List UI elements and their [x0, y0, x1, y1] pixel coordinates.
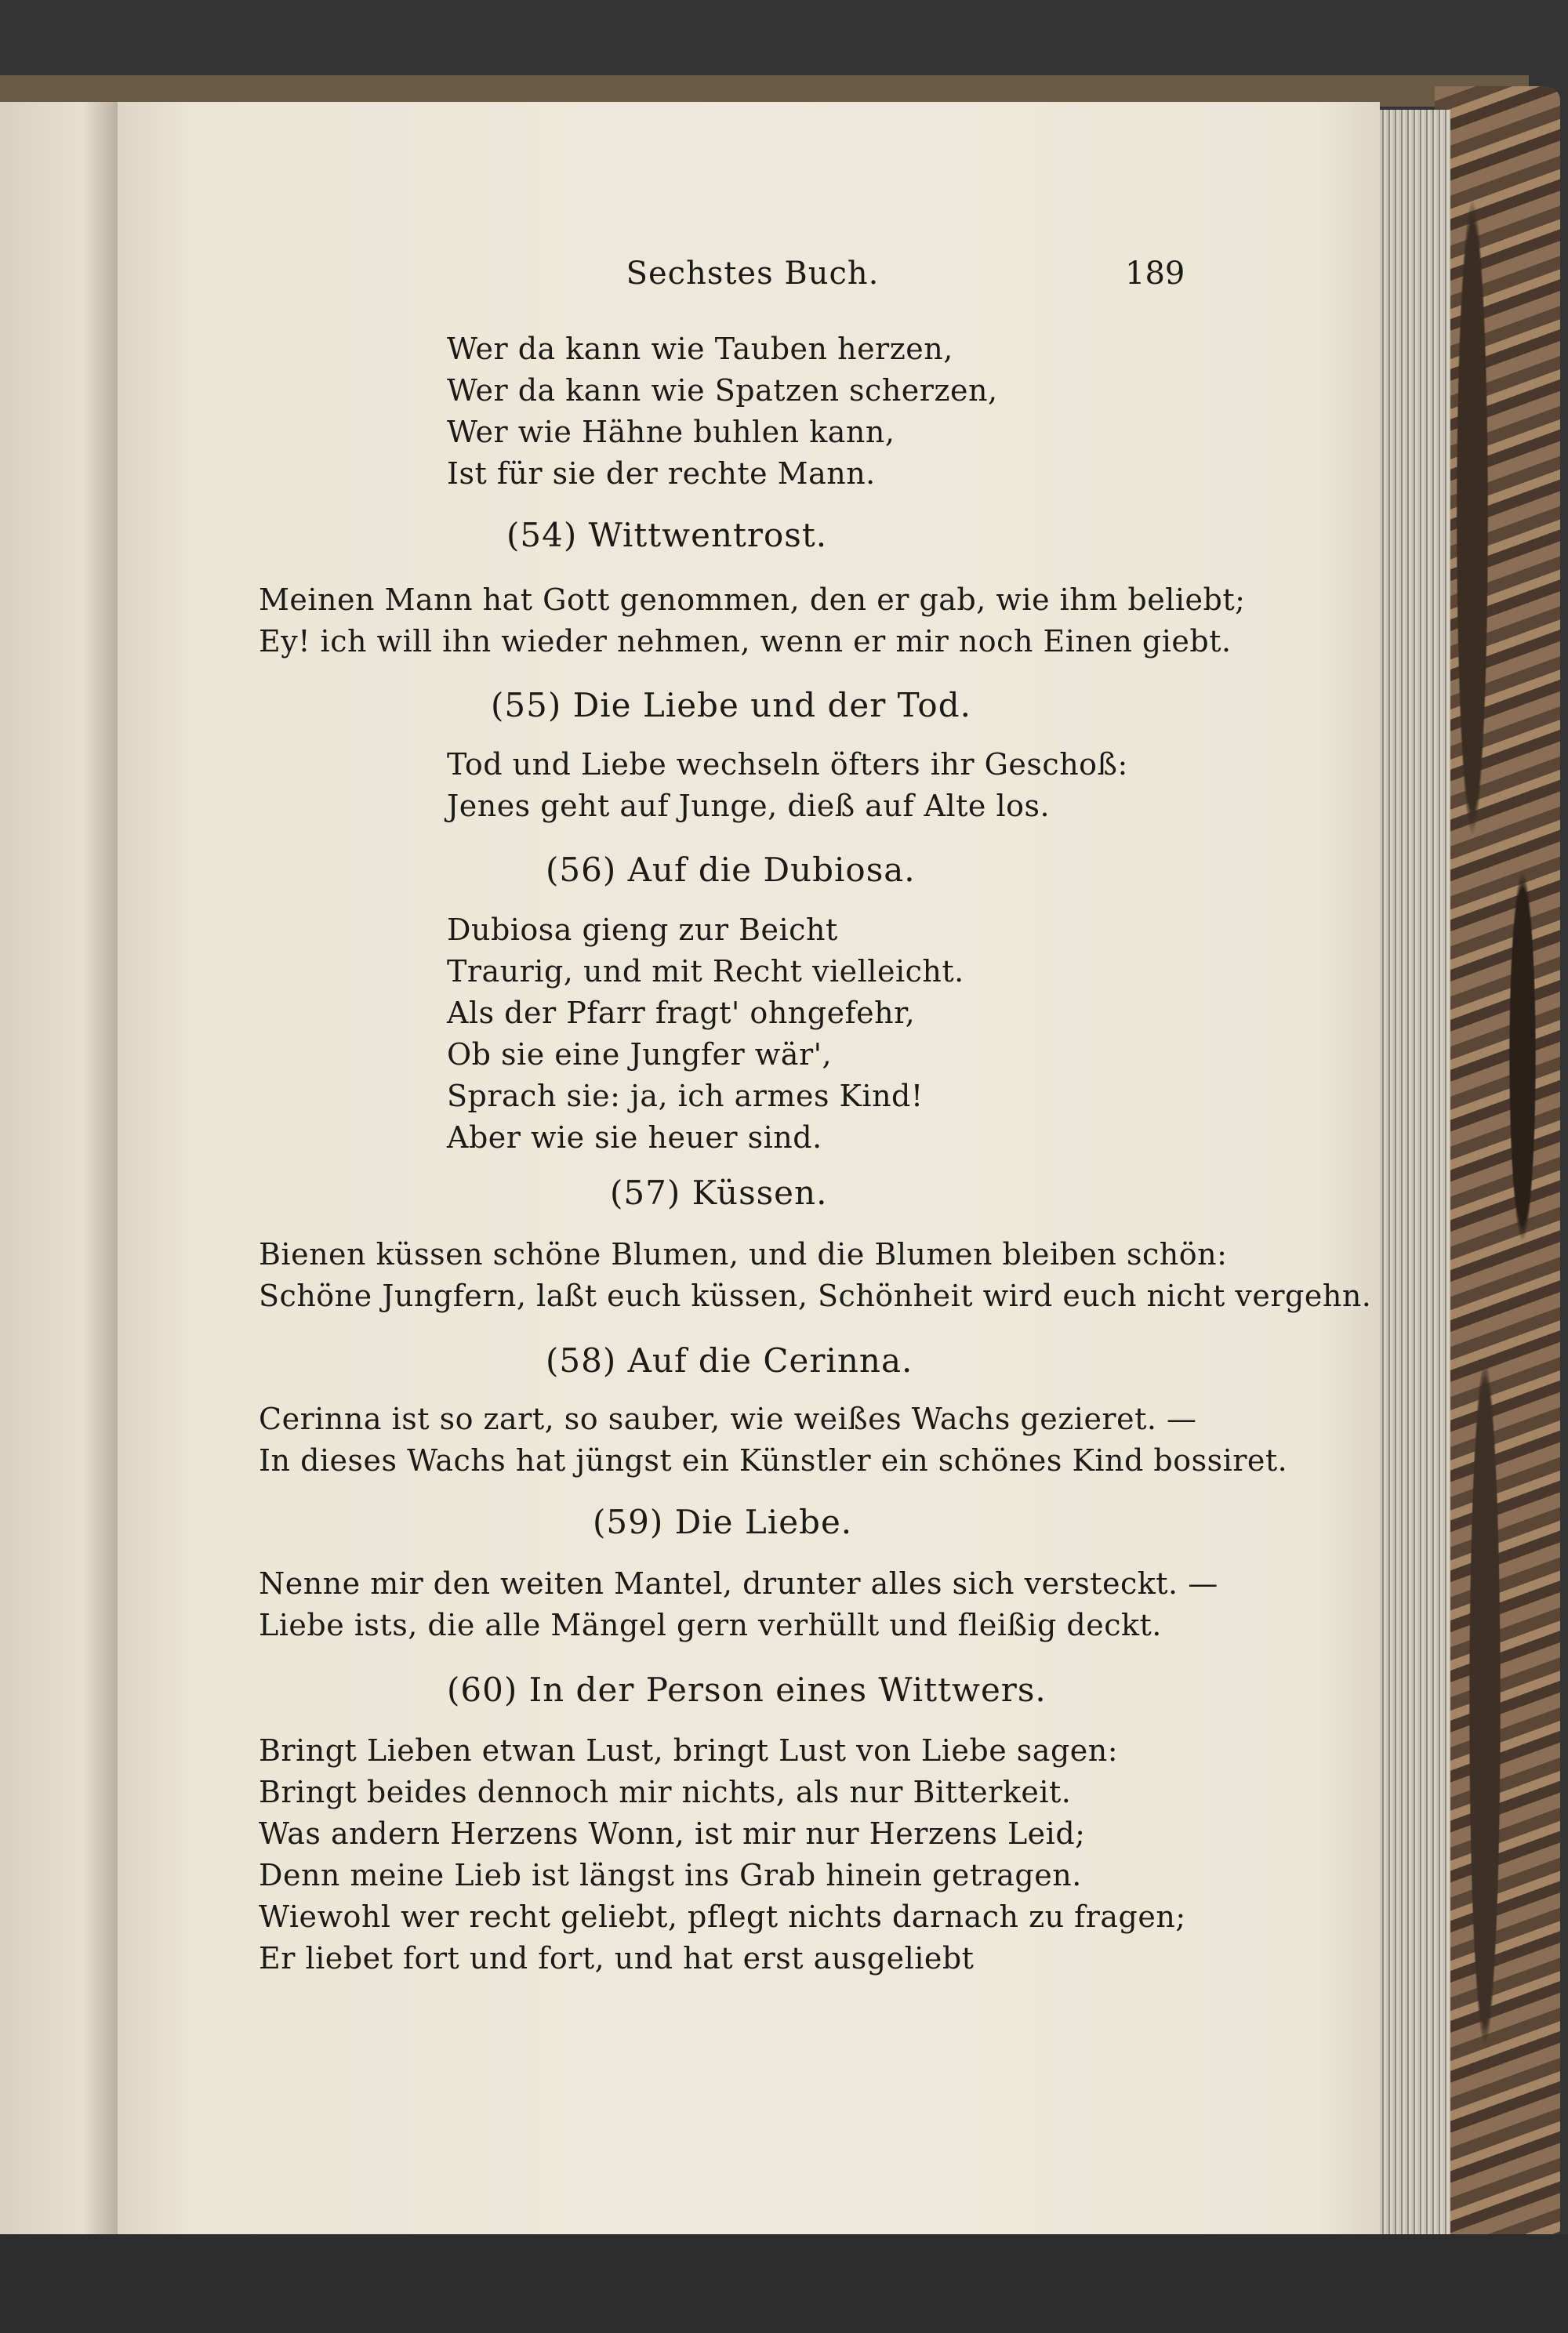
poem-line: Was andern Herzens Wonn, ist mir nur Herzens Leid;	[259, 1816, 1086, 1851]
poem-line: Bringt Lieben etwan Lust, bringt Lust von Liebe sagen:	[259, 1733, 1119, 1768]
page-edges	[1380, 110, 1450, 2242]
poem-heading: (58) Auf die Cerinna.	[546, 1341, 913, 1380]
poem-line: Bringt beides dennoch mir nichts, als nur Bitterkeit.	[259, 1775, 1072, 1809]
poem-line: In dieses Wachs hat jüngst ein Künstler ein schönes Kind bossiret.	[259, 1443, 1288, 1478]
poem-line: Aber wie sie heuer sind.	[447, 1120, 822, 1155]
poem-line: Liebe ists, die alle Mängel gern verhüllt und fleißig deckt.	[259, 1608, 1162, 1642]
page-header	[118, 256, 1380, 303]
poem-line: Denn meine Lieb ist längst ins Grab hinein getragen.	[259, 1858, 1082, 1892]
poem-line: Jenes geht auf Junge, dieß auf Alte los.	[447, 789, 1051, 823]
poem-line: Dubiosa gieng zur Beicht	[447, 913, 838, 947]
poem-heading: (56) Auf die Dubiosa.	[546, 851, 916, 889]
poem-line: Nenne mir den weiten Mantel, drunter alles sich versteckt. —	[259, 1566, 1218, 1601]
poem-line: Wiewohl wer recht geliebt, pflegt nichts darnach zu fragen;	[259, 1899, 1186, 1934]
poem-line: Ey! ich will ihn wieder nehmen, wenn er mir noch Einen giebt.	[259, 624, 1232, 659]
running-head: Sechstes Buch.	[626, 256, 880, 292]
poem-line: Bienen küssen schöne Blumen, und die Blumen bleiben schön:	[259, 1237, 1228, 1272]
poem-line: Sprach sie: ja, ich armes Kind!	[447, 1079, 924, 1113]
poem-heading: (55) Die Liebe und der Tod.	[491, 686, 971, 724]
left-page	[0, 102, 118, 2242]
page-number: 189	[1125, 256, 1185, 292]
poem-heading: (54) Wittwentrost.	[506, 516, 828, 554]
poem-line: Er liebet fort und fort, und hat erst ausgeliebt	[259, 1941, 975, 1976]
poem-line: Ob sie eine Jungfer wär',	[447, 1037, 833, 1072]
poem-line: Wer da kann wie Tauben herzen,	[447, 332, 953, 366]
poem-heading: (59) Die Liebe.	[593, 1503, 853, 1541]
poem-heading: (60) In der Person eines Wittwers.	[447, 1671, 1047, 1709]
poem-line: Wer da kann wie Spatzen scherzen,	[447, 373, 998, 408]
poem-line: Ist für sie der rechte Mann.	[447, 456, 876, 491]
poem-line: Wer wie Hähne buhlen kann,	[447, 415, 895, 449]
poem-line: Cerinna ist so zart, so sauber, wie weißes Wachs gezieret. —	[259, 1402, 1197, 1436]
background-shadow	[0, 2234, 1568, 2333]
poem-line: Als der Pfarr fragt' ohngefehr,	[447, 996, 916, 1030]
marbled-cover-edge	[1435, 86, 1560, 2242]
poem-line: Tod und Liebe wechseln öfters ihr Geschoß:	[447, 747, 1128, 782]
poem-line: Meinen Mann hat Gott genommen, den er gab, wie ihm beliebt;	[259, 582, 1246, 617]
poem-line: Schöne Jungfern, laßt euch küssen, Schönheit wird euch nicht vergehn.	[259, 1279, 1372, 1313]
poem-line: Traurig, und mit Recht vielleicht.	[447, 954, 964, 989]
page-content	[118, 102, 1380, 2242]
poem-heading: (57) Küssen.	[610, 1174, 828, 1212]
